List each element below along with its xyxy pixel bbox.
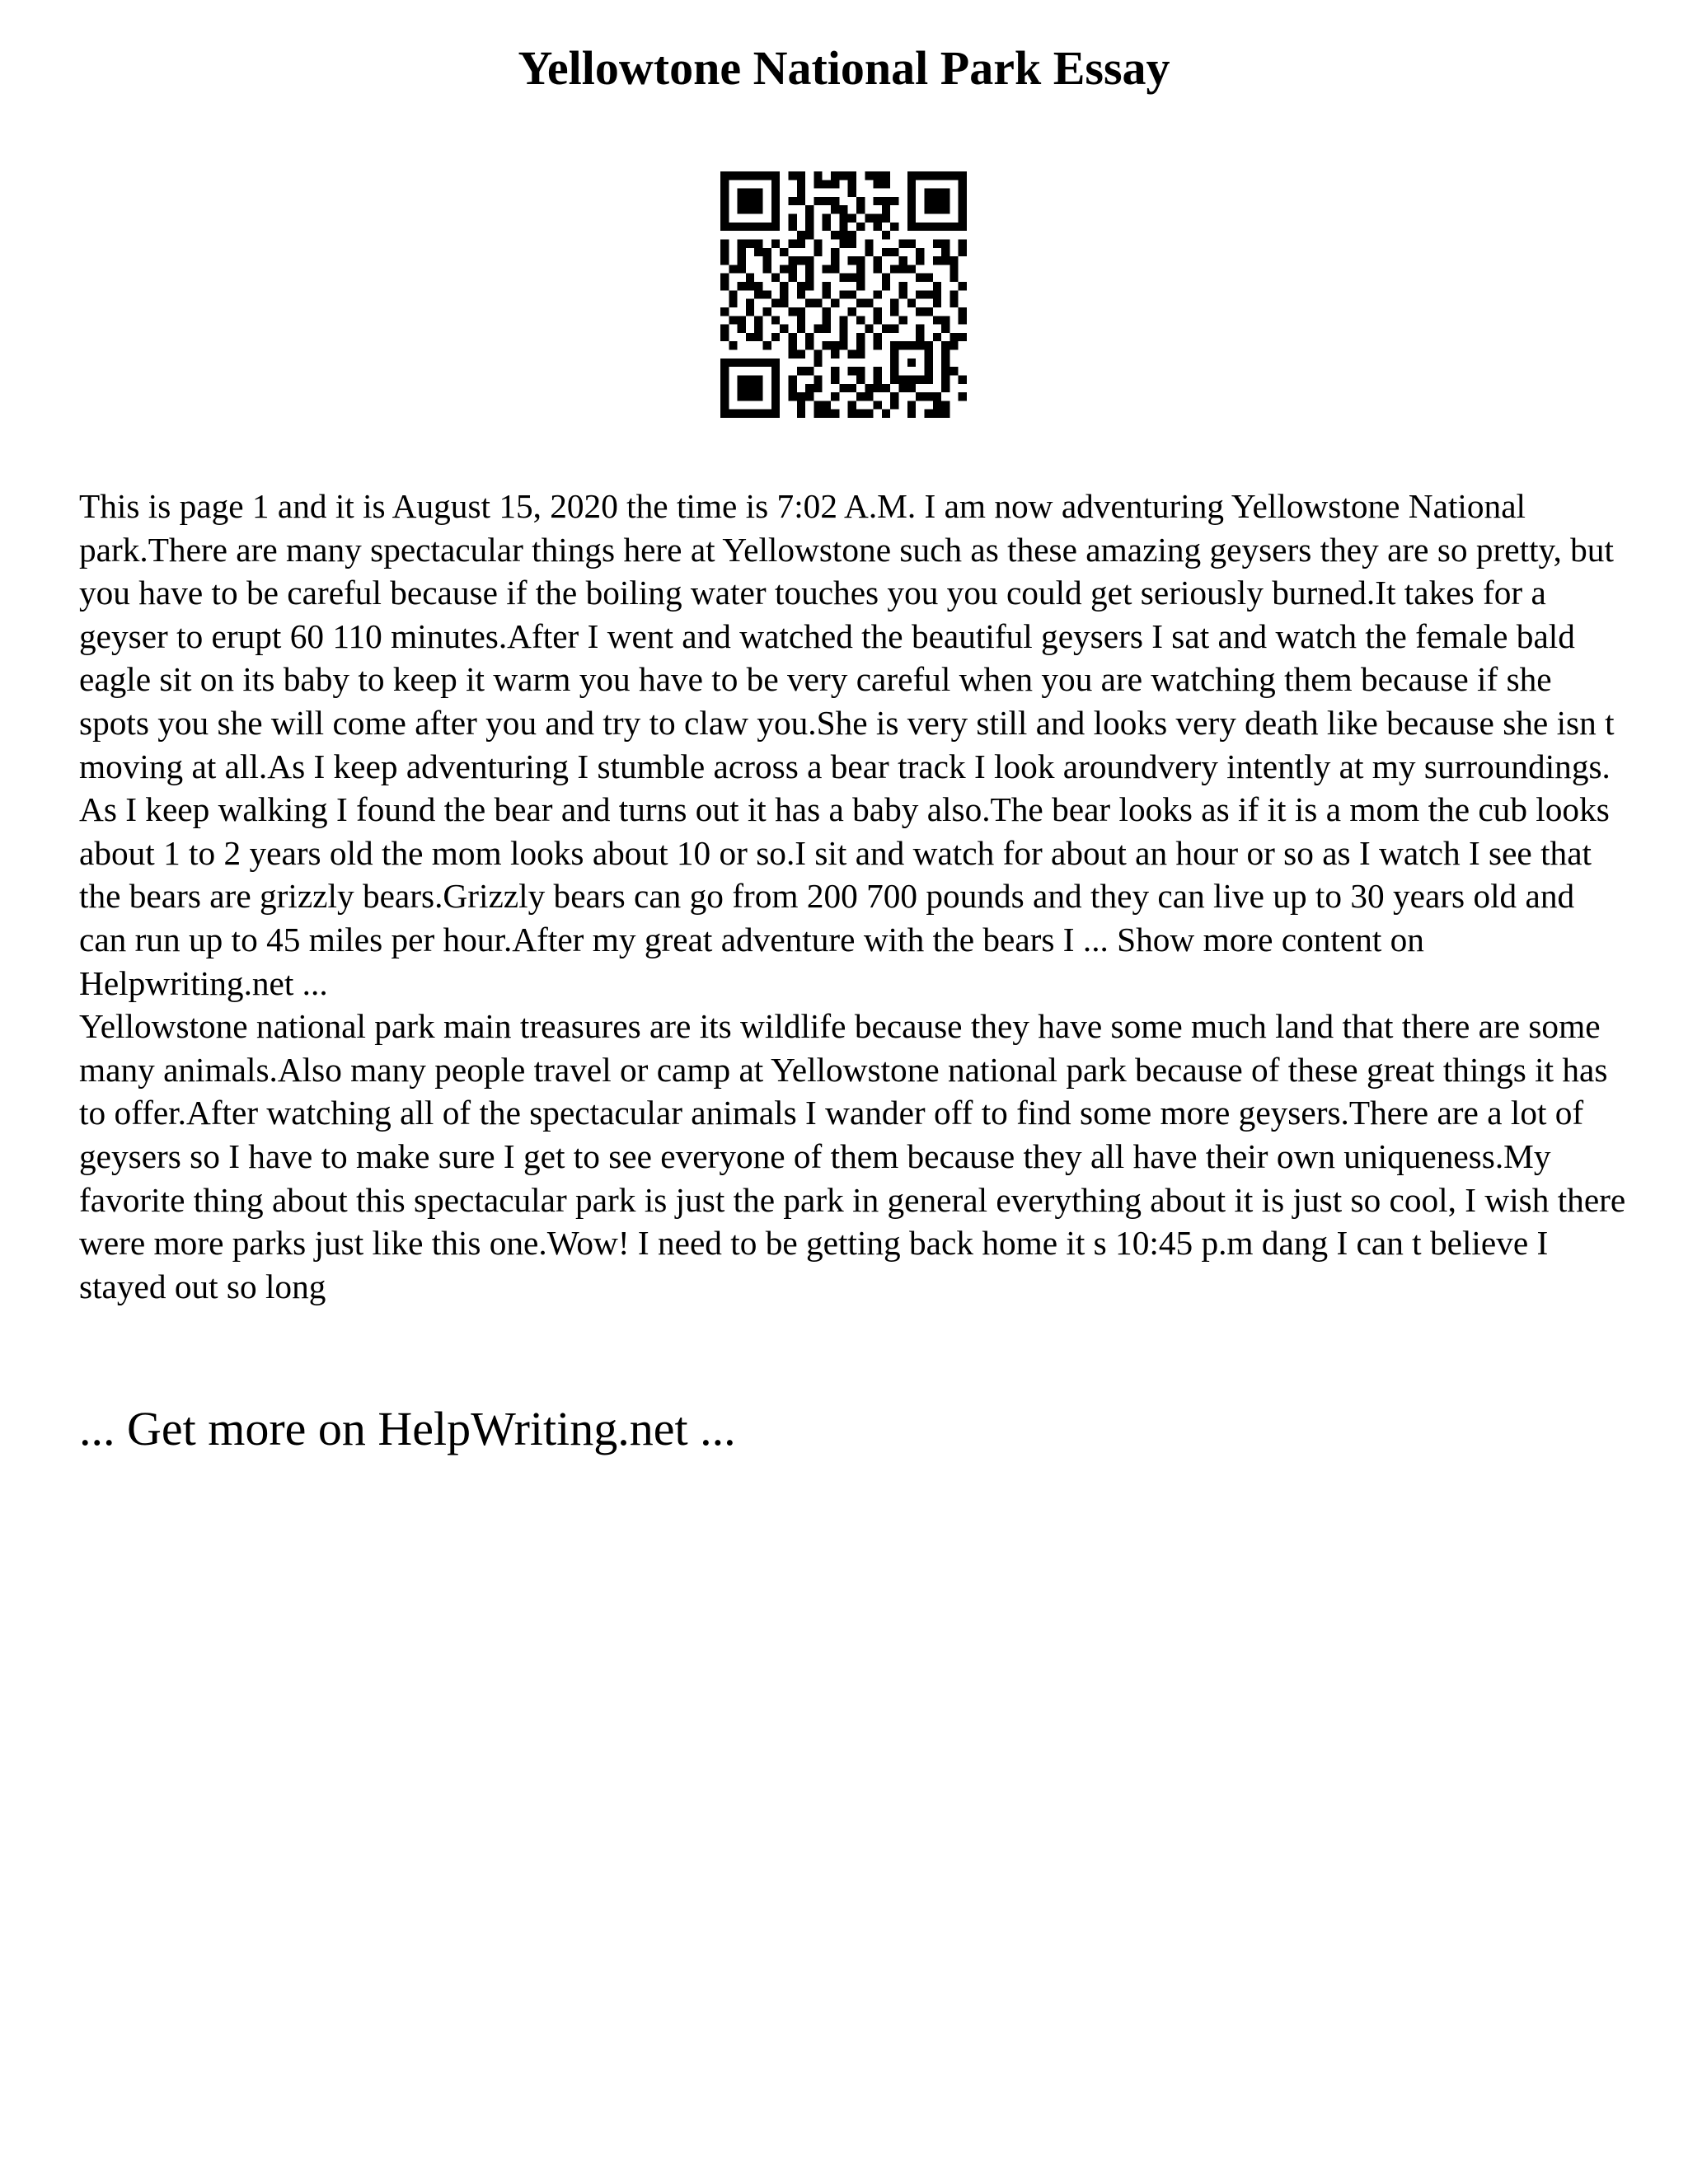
page-title: Yellowtone National Park Essay bbox=[518, 41, 1170, 95]
qr-code-icon[interactable] bbox=[720, 171, 967, 418]
essay-paragraph-1: This is page 1 and it is August 15, 2020 the time is 7:02 A.M. I am now adventuring Yellowstone National park.There are many spectacular things here at Yellowstone such as these amazing geysers they are so pretty, but you have to be careful because if the boiling water touches you you could get seriously burned.It takes for a geyser to erupt 60 110 minutes.After I went and watched the beautiful geysers I sat and watch the female bald eagle sit on its baby to keep it warm you have to be very careful when you are watching them because if she spots you she will come after you and try to claw you.She is very still and looks very death like because she isn t moving at all.As I keep adventuring I stumble across a bear track I look aroundvery intently at my surroundings. As I keep walking I found the bear and turns out it has a baby also.The bear looks as if it is a mom the cub looks about 1 to 2 years old the mom looks about 10 or so.I sit and watch for about an hour or so as I watch I see that the bears are grizzly bears.Grizzly bears can go from 200 700 pounds and they can live up to 30 years old and can run up to 45 miles per hour.After my great adventure with the bears I ... Show more content on Helpwriting.net ... bbox=[79, 487, 1615, 1002]
essay-paragraph-2: Yellowstone national park main treasures are its wildlife because they have some much land that there are some many animals.Also many people travel or camp at Yellowstone national park because of these great things it has to offer.After watching all of the spectacular animals I wander off to find some more geysers.There are a lot of geysers so I have to make sure I get to see everyone of them because they all have their own uniqueness.My favorite thing about this spectacular park is just the park in general everything about it is just so cool, I wish there were more parks just like this one.Wow! I need to be getting back home it s 10:45 p.m dang I can t believe I stayed out so long bbox=[79, 1007, 1626, 1305]
essay-body bbox=[79, 485, 1629, 1308]
get-more-link[interactable]: ... Get more on HelpWriting.net ... bbox=[79, 1402, 736, 1455]
